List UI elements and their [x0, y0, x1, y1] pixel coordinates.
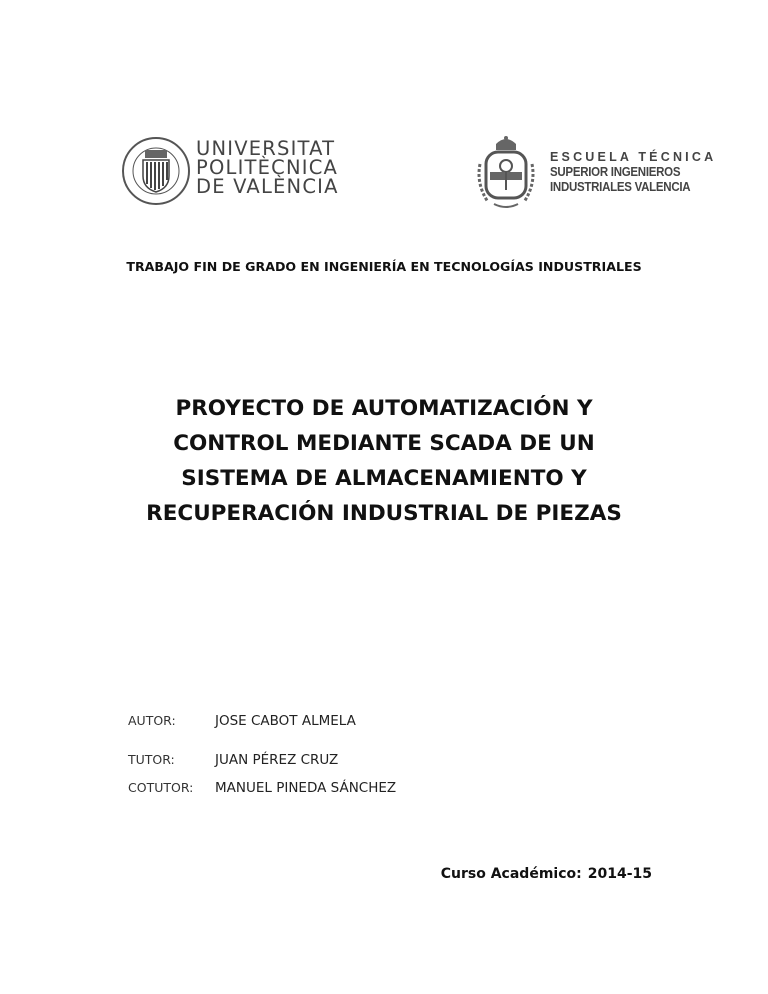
thesis-title [60, 391, 708, 531]
upv-logo-line: DE VALÈNCIA [196, 175, 339, 198]
upv-logo-line: POLITÈCNICA [196, 156, 339, 179]
academic-year [380, 866, 652, 882]
cotutor-name: MANUEL PINEDA SÁNCHEZ [215, 780, 397, 796]
academic-year-value: 2014-15 [587, 866, 652, 882]
etsii-logo-text [550, 150, 716, 195]
etsii-seal-logo [474, 134, 538, 212]
title-line: PROYECTO DE AUTOMATIZACIÓN Y [175, 396, 593, 421]
degree-subtitle: TRABAJO FIN DE GRADO EN INGENIERÍA EN TECNOLOGÍAS INDUSTRIALES [126, 259, 642, 274]
author-label: AUTOR: [128, 713, 176, 728]
etsii-logo-line: INDUSTRIALES VALENCIA [550, 180, 691, 194]
tutor-label: TUTOR: [128, 752, 175, 767]
cotutor-row [128, 780, 396, 796]
title-line: CONTROL MEDIANTE SCADA DE UN [173, 431, 595, 456]
etsii-logo-line: ESCUELA TÉCNICA [550, 150, 717, 164]
upv-logo-text [196, 139, 339, 196]
author-name: JOSE CABOT ALMELA [215, 713, 356, 729]
cotutor-label: COTUTOR: [128, 780, 194, 795]
title-line: SISTEMA DE ALMACENAMIENTO Y [181, 466, 587, 491]
academic-year-label: Curso Académico: [440, 866, 582, 882]
tutor-name: JUAN PÉREZ CRUZ [215, 752, 339, 768]
author-row [128, 713, 356, 729]
upv-seal-logo [121, 136, 191, 206]
tutor-row [128, 752, 338, 768]
title-line: RECUPERACIÓN INDUSTRIAL DE PIEZAS [146, 501, 622, 526]
etsii-logo-line: SUPERIOR INGENIEROS [550, 165, 681, 179]
upv-logo-line: UNIVERSITAT [196, 137, 336, 160]
